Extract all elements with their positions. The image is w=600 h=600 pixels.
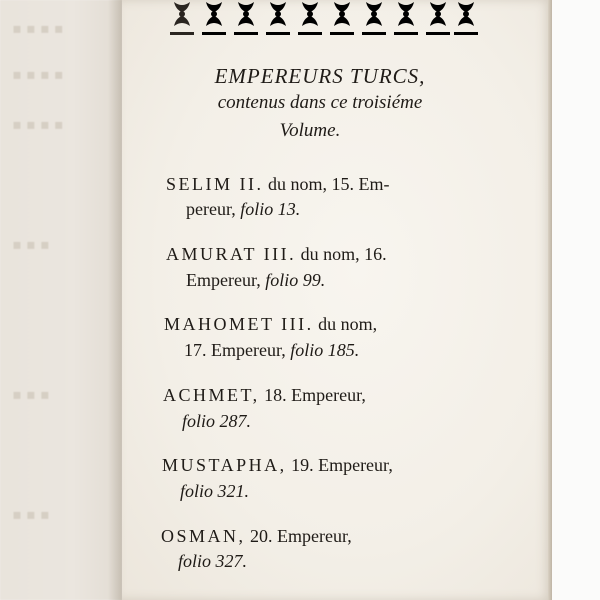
bleed-through-mark: ▪▪▪▪ <box>12 60 68 91</box>
emperor-entry <box>161 526 352 547</box>
section-title: EMPEREURS TURCS, <box>214 64 426 88</box>
entry-details: du nom, 15. Em- <box>268 174 390 194</box>
entry-details: du nom, <box>318 314 378 334</box>
entry-folio-line <box>186 199 300 220</box>
folio-number: 185. <box>327 340 360 360</box>
folio-label: folio <box>180 481 214 501</box>
facing-page <box>0 0 122 600</box>
emperor-entry <box>166 244 387 265</box>
emperor-name: MUSTAPHA, <box>162 455 287 475</box>
entry-folio-line <box>182 411 251 432</box>
fleuron-band <box>170 0 478 38</box>
entry-folio-line <box>178 551 247 572</box>
emperor-entry <box>164 314 377 335</box>
emperor-name: AMURAT III. <box>166 244 297 264</box>
emperor-entry <box>166 174 390 195</box>
folio-label: folio <box>290 340 324 360</box>
book-page <box>122 0 552 600</box>
entry-folio-line <box>184 340 359 361</box>
folio-number: 13. <box>277 199 301 219</box>
entry-details: du nom, 16. <box>300 244 387 264</box>
bleed-through-mark: ▪▪▪▪ <box>12 14 68 45</box>
emperor-name: ACHMET, <box>163 385 260 405</box>
emperor-name: OSMAN, <box>161 526 246 546</box>
entry-folio-line <box>180 481 249 502</box>
folio-label: folio <box>178 551 212 571</box>
folio-number: 99. <box>302 270 326 290</box>
bleed-through-mark: ▪▪▪ <box>12 500 54 531</box>
emperor-entry <box>163 385 366 406</box>
backdrop <box>552 0 600 600</box>
bleed-through-mark: ▪▪▪▪ <box>12 110 68 141</box>
section-subtitle-line2: Volume. <box>279 120 341 141</box>
entry-details-cont: 17. Empereur, <box>184 340 286 360</box>
emperor-name: SELIM II. <box>166 174 264 194</box>
folio-number: 287. <box>219 411 252 431</box>
emperor-entry <box>162 455 393 476</box>
emperor-name: MAHOMET III. <box>164 314 314 334</box>
entry-details-cont: Empereur, <box>186 270 261 290</box>
folio-label: folio <box>265 270 299 290</box>
bleed-through-mark: ▪▪▪ <box>12 230 54 261</box>
entry-details: 20. Empereur, <box>250 526 352 546</box>
entry-details-cont: pereur, <box>186 199 236 219</box>
folio-number: 327. <box>215 551 248 571</box>
folio-label: folio <box>240 199 274 219</box>
entry-details: 18. Empereur, <box>264 385 366 405</box>
section-subtitle-line1: contenus dans ce troisiéme <box>217 92 423 113</box>
fleuron-row <box>170 2 194 35</box>
folio-number: 321. <box>217 481 250 501</box>
bleed-through-mark: ▪▪▪ <box>12 380 54 411</box>
entry-folio-line <box>186 270 325 291</box>
entry-details: 19. Empereur, <box>291 455 393 475</box>
folio-label: folio <box>182 411 216 431</box>
